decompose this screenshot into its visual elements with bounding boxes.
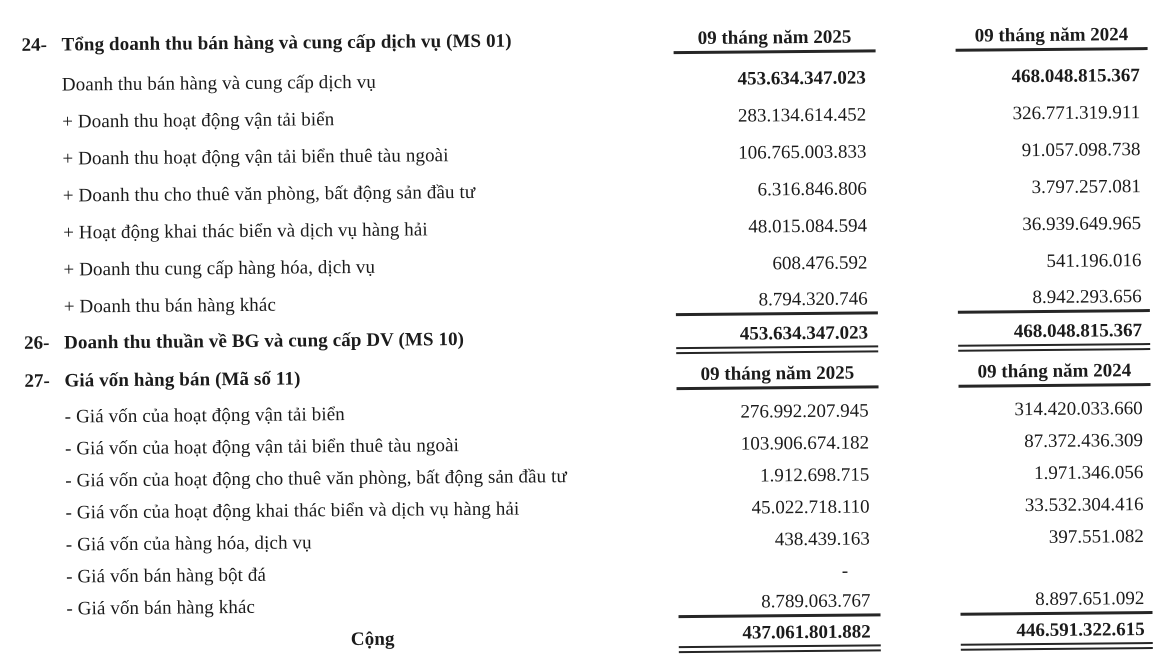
value-2024: 397.551.082	[1048, 525, 1144, 548]
value-2024: 36.939.649.965	[1022, 213, 1142, 236]
row-label: - Giá vốn của hoạt động cho thuê văn phòng, bất động sản đầu tư	[65, 466, 567, 492]
value-2025: 438.439.163	[774, 527, 870, 550]
value-2025: -	[841, 560, 849, 582]
value-2024: 8.942.293.656	[958, 284, 1150, 314]
value-2024: 33.532.304.416	[1024, 493, 1144, 516]
value-2024: 8.897.651.092	[960, 586, 1152, 616]
value-2025: 1.912.698.715	[759, 463, 870, 486]
column-gap	[880, 602, 960, 603]
row-label: + Doanh thu hoạt động vận tải biển	[62, 108, 335, 133]
column-gap	[879, 474, 959, 475]
value-2025: 608.476.592	[772, 252, 868, 275]
column-header-2024: 09 tháng năm 2024	[958, 358, 1150, 388]
value-2025: 45.022.718.110	[751, 495, 870, 519]
total-label: Cộng	[350, 628, 395, 651]
column-gap	[879, 410, 959, 411]
row-label: - Giá vốn của hoạt động khai thác biển và dịch vụ hàng hải	[65, 498, 520, 524]
column-gap	[878, 336, 958, 337]
value-2025: 48.015.084.594	[748, 215, 868, 238]
column-gap	[881, 635, 961, 636]
column-gap	[878, 299, 958, 300]
value-2024: 468.048.815.367	[958, 318, 1150, 352]
section-27-title: Giá vốn hàng bán (Mã số 11)	[64, 368, 301, 392]
row-label: + Hoạt động khai thác biển và dịch vụ hàng hải	[63, 218, 428, 244]
column-gap	[876, 151, 956, 152]
value-2025: 8.794.320.746	[676, 286, 878, 316]
row-label: + Doanh thu bán hàng khác	[63, 294, 277, 318]
row-label: Doanh thu bán hàng và cung cấp dịch vụ	[61, 71, 376, 96]
row-label: - Giá vốn của hoạt động vận tải biển	[64, 404, 345, 428]
value-2024: 87.372.436.309	[1024, 429, 1144, 452]
value-2025: 8.789.063.767	[678, 588, 880, 618]
row-label: + Doanh thu hoạt động vận tải biển thuê tàu ngoài	[62, 144, 449, 170]
column-gap	[877, 225, 957, 226]
column-header-2025: 09 tháng năm 2025	[673, 24, 875, 54]
column-header-2024: 09 tháng năm 2024	[955, 22, 1147, 52]
value-2025: 283.134.614.452	[737, 104, 867, 127]
row-number: 24-	[21, 34, 47, 56]
row-label: - Giá vốn của hàng hóa, dịch vụ	[65, 532, 312, 556]
column-gap	[880, 570, 960, 571]
value-2024: 326.771.319.911	[1012, 102, 1141, 125]
column-gap	[880, 506, 960, 507]
column-header-2025: 09 tháng năm 2025	[676, 360, 878, 390]
value-2024: 314.420.033.660	[1014, 397, 1143, 420]
value-2025: 6.316.846.806	[757, 178, 867, 201]
section-24-title: Tổng doanh thu bán hàng và cung cấp dịch vụ (MS 01)	[61, 30, 512, 56]
value-2024: 541.196.016	[1046, 250, 1142, 272]
value-2025: 453.634.347.023	[737, 67, 866, 90]
column-gap	[875, 38, 955, 39]
value-2024: 91.057.098.738	[1021, 139, 1141, 162]
row-label: - Giá vốn bán hàng khác	[66, 596, 256, 620]
value-2025: 276.992.207.945	[740, 399, 869, 423]
column-gap	[880, 538, 960, 539]
value-2025: 453.634.347.023	[676, 320, 878, 354]
column-gap	[876, 114, 956, 115]
value-2025: 437.061.801.882	[679, 619, 881, 653]
row-label: + Doanh thu cung cấp hàng hóa, dịch vụ	[63, 256, 376, 281]
column-gap	[879, 442, 959, 443]
value-2024: 3.797.257.081	[1031, 176, 1141, 199]
column-gap	[876, 77, 956, 78]
value-2025: 106.765.003.833	[738, 141, 867, 164]
row-label: - Giá vốn của hoạt động vận tải biển thuê tàu ngoài	[64, 435, 460, 460]
value-2024: 446.591.322.615	[961, 617, 1153, 651]
row-label: + Doanh thu cho thuê văn phòng, bất động sản đầu tư	[62, 181, 476, 207]
row-number: 26-	[24, 332, 50, 354]
section-26-title: Doanh thu thuần về BG và cung cấp DV (MS 10)	[64, 329, 465, 354]
value-2024	[960, 568, 1152, 570]
column-gap	[877, 188, 957, 189]
value-2024: 468.048.815.367	[1011, 65, 1140, 88]
row-label: - Giá vốn bán hàng bột đá	[66, 564, 267, 588]
row-number: 27-	[24, 370, 50, 392]
value-2025: 103.906.674.182	[740, 431, 870, 455]
value-2024: 1.971.346.056	[1033, 461, 1144, 484]
column-gap	[877, 262, 957, 263]
column-gap	[878, 374, 958, 375]
